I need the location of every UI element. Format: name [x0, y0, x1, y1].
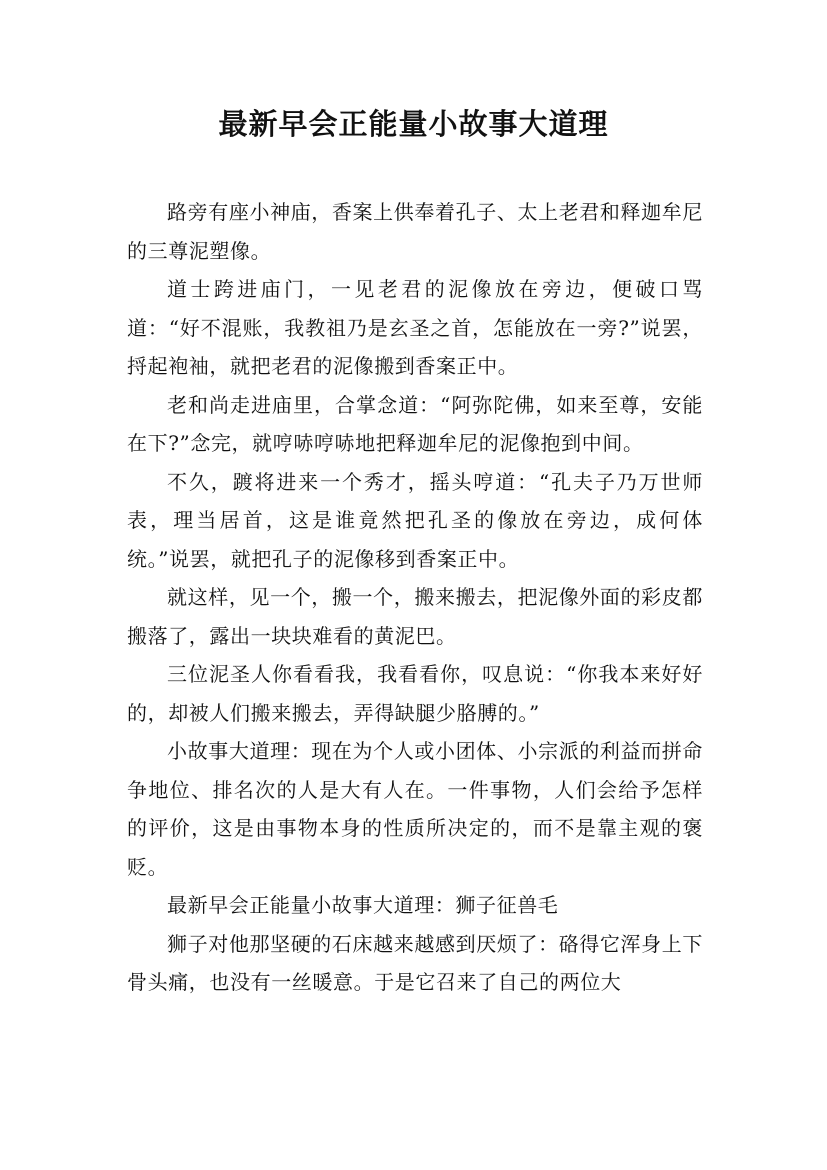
- paragraph: 小故事大道理：现在为个人或小团体、小宗派的利益而拼命争地位、排名次的人是大有人在。一件事物，人们会给予怎样的评价，这是由事物本身的性质所决定的，而不是靠主观的褒贬。: [127, 739, 703, 879]
- paragraph: 道士跨进庙门，一见老君的泥像放在旁边，便破口骂道：“好不混账，我教祖乃是玄圣之首，怎能放在一旁?”说罢，捋起袍袖，就把老君的泥像搬到香案正中。: [127, 277, 703, 378]
- paragraph: 老和尚走进庙里，合掌念道：“阿弥陀佛，如来至尊，安能在下?”念完，就哼哧哼哧地把释迦牟尼的泥像抱到中间。: [127, 392, 703, 455]
- paragraph: 路旁有座小神庙，香案上供奉着孔子、太上老君和释迦牟尼的三尊泥塑像。: [127, 200, 703, 263]
- document-title: 最新早会正能量小故事大道理: [218, 107, 609, 141]
- section-heading: 最新早会正能量小故事大道理：狮子征兽毛: [167, 893, 559, 917]
- paragraph: 就这样，见一个，搬一个，搬来搬去，把泥像外面的彩皮都搬落了，露出一块块难看的黄泥巴。: [127, 585, 703, 648]
- paragraph: 三位泥圣人你看看我，我看看你，叹息说：“你我本来好好的，却被人们搬来搬去，弄得缺腿少胳膊的。”: [127, 662, 703, 725]
- paragraph: 不久，踱将进来一个秀才，摇头哼道：“孔夫子乃万世师表，理当居首，这是谁竟然把孔圣的像放在旁边，成何体统。”说罢，就把孔子的泥像移到香案正中。: [127, 469, 703, 571]
- document-body: [127, 193, 703, 1002]
- paragraph: 狮子对他那坚硬的石床越来越感到厌烦了：硌得它浑身上下骨头痛，也没有一丝暖意。于是它召来了自己的两位大: [127, 931, 703, 994]
